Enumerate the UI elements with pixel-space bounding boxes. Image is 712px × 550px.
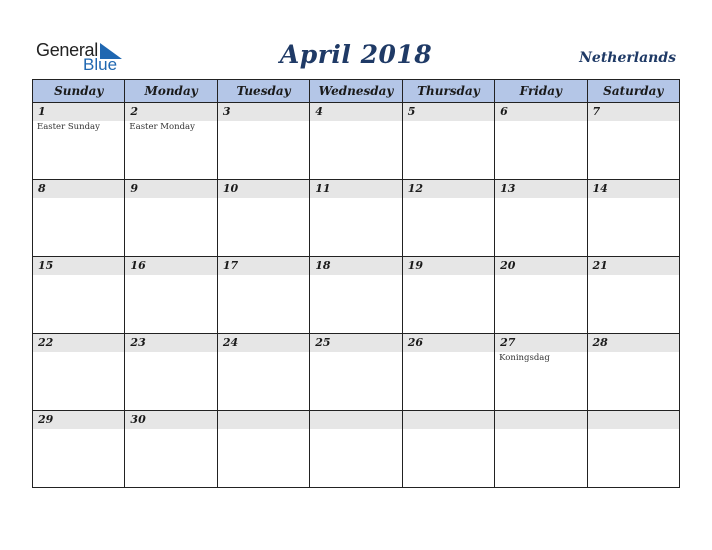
day-cell [495, 103, 587, 180]
weekday-header: Saturday [587, 80, 679, 103]
day-cell [587, 180, 679, 257]
day-number: 19 [403, 257, 494, 275]
day-number: 22 [33, 334, 124, 352]
country-label: Netherlands [579, 50, 676, 66]
calendar-title: April 2018 [279, 40, 433, 69]
day-number: 11 [310, 180, 401, 198]
day-cell [33, 257, 125, 334]
day-number: 26 [403, 334, 494, 352]
calendar-grid [32, 79, 680, 488]
day-number: 29 [33, 411, 124, 429]
day-number: 1 [33, 103, 124, 121]
day-cell [495, 257, 587, 334]
week-row [33, 411, 680, 488]
day-cell [402, 103, 494, 180]
week-row [33, 180, 680, 257]
day-number: 18 [310, 257, 401, 275]
day-number: 16 [125, 257, 216, 275]
day-cell [33, 411, 125, 488]
day-cell [33, 334, 125, 411]
day-cell [217, 411, 309, 488]
day-cell [310, 257, 402, 334]
day-number [403, 411, 494, 429]
day-number: 8 [33, 180, 124, 198]
day-cell [495, 180, 587, 257]
weekday-header-row [33, 80, 680, 103]
day-cell [587, 257, 679, 334]
day-number: 20 [495, 257, 586, 275]
day-number: 7 [588, 103, 679, 121]
day-number: 2 [125, 103, 216, 121]
logo-general-text: General [36, 40, 98, 60]
day-number: 24 [218, 334, 309, 352]
weekday-header: Wednesday [310, 80, 402, 103]
weekday-header: Friday [495, 80, 587, 103]
day-cell [310, 334, 402, 411]
day-number: 25 [310, 334, 401, 352]
day-cell [33, 180, 125, 257]
holiday-label: Koningsdag [499, 353, 550, 363]
day-number: 6 [495, 103, 586, 121]
day-cell [125, 103, 217, 180]
day-cell [495, 411, 587, 488]
day-cell [217, 180, 309, 257]
day-cell [587, 411, 679, 488]
week-row [33, 257, 680, 334]
day-number: 10 [218, 180, 309, 198]
logo-blue-text: Blue [83, 55, 118, 74]
day-cell [217, 103, 309, 180]
weekday-header: Tuesday [217, 80, 309, 103]
day-cell [402, 334, 494, 411]
day-number: 3 [218, 103, 309, 121]
day-number: 5 [403, 103, 494, 121]
day-number: 28 [588, 334, 679, 352]
day-number: 21 [588, 257, 679, 275]
day-cell [402, 180, 494, 257]
week-row [33, 103, 680, 180]
day-number: 23 [125, 334, 216, 352]
holiday-label: Easter Sunday [37, 122, 100, 132]
day-number [588, 411, 679, 429]
day-cell [33, 103, 125, 180]
day-cell [310, 103, 402, 180]
day-cell [587, 334, 679, 411]
day-number [310, 411, 401, 429]
day-number: 30 [125, 411, 216, 429]
week-row [33, 334, 680, 411]
day-number: 27 [495, 334, 586, 352]
day-cell [125, 257, 217, 334]
day-cell [310, 180, 402, 257]
day-cell [125, 334, 217, 411]
day-number: 14 [588, 180, 679, 198]
day-cell [402, 257, 494, 334]
day-cell [495, 334, 587, 411]
weekday-header: Monday [125, 80, 217, 103]
day-number: 12 [403, 180, 494, 198]
holiday-label: Easter Monday [129, 122, 195, 132]
day-number: 13 [495, 180, 586, 198]
day-cell [217, 334, 309, 411]
day-number [495, 411, 586, 429]
day-cell [587, 103, 679, 180]
weekday-header: Thursday [402, 80, 494, 103]
day-number [218, 411, 309, 429]
day-number: 4 [310, 103, 401, 121]
weekday-header: Sunday [33, 80, 125, 103]
day-cell [125, 411, 217, 488]
day-cell [217, 257, 309, 334]
day-number: 17 [218, 257, 309, 275]
day-number: 9 [125, 180, 216, 198]
day-cell [125, 180, 217, 257]
day-cell [310, 411, 402, 488]
day-cell [402, 411, 494, 488]
day-number: 15 [33, 257, 124, 275]
